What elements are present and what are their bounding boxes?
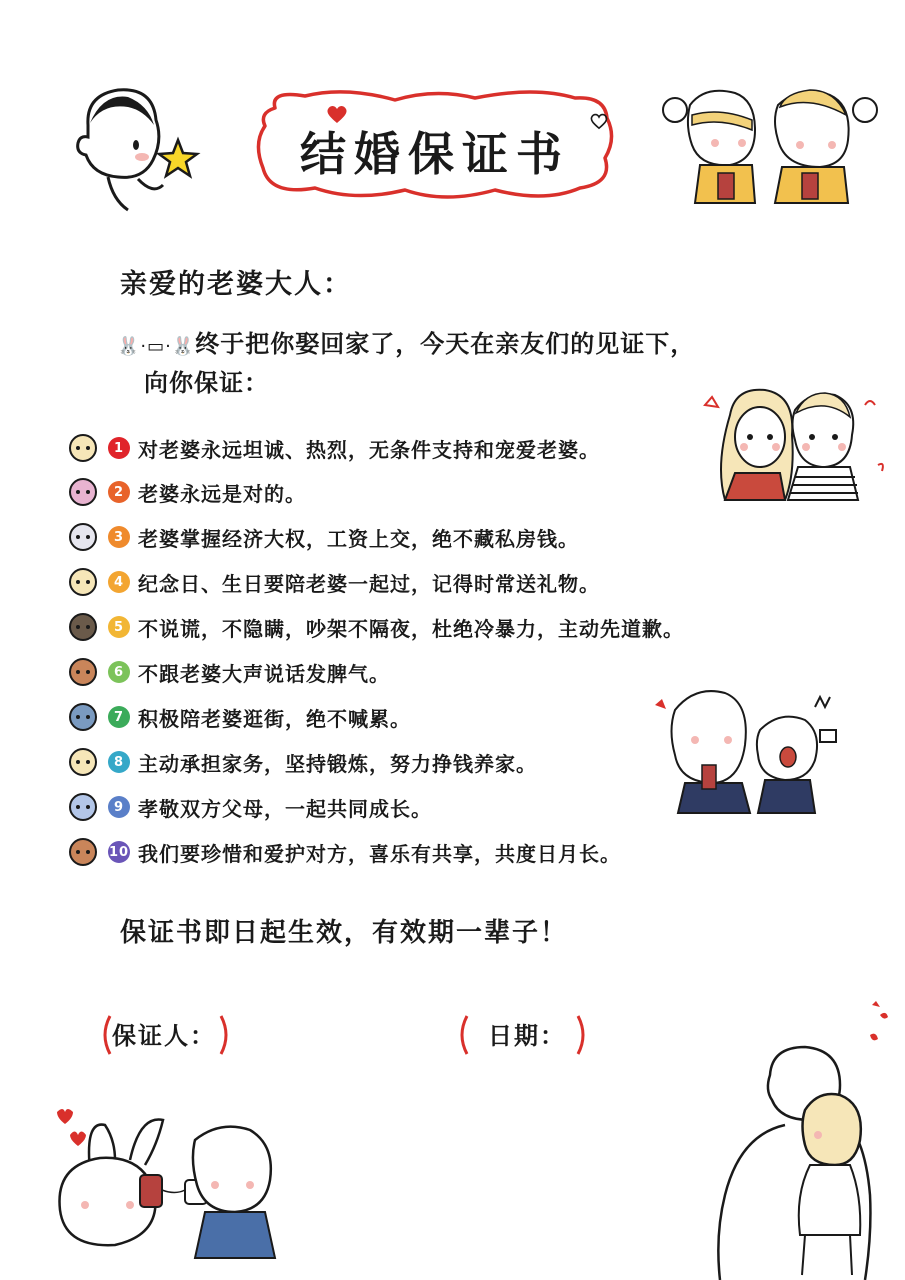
boy-icon [62, 610, 104, 644]
item-number-badge: 7 [108, 706, 130, 728]
sun-cloud-icon [62, 790, 104, 824]
greeting: 亲爱的老婆大人： [120, 269, 352, 300]
promise-item [62, 517, 579, 557]
promise-item [62, 562, 600, 602]
promise-item [62, 428, 600, 468]
item-text: 老婆掌握经济大权，工资上交，绝不藏私房钱。 [138, 526, 579, 551]
promise-item [62, 652, 390, 692]
item-text: 不说谎，不隐瞒，吵架不隔夜，杜绝冷暴力，主动先道歉。 [138, 616, 684, 641]
item-text: 我们要珍惜和爱护对方，喜乐有共享，共度日月长。 [138, 841, 621, 866]
promise-item [62, 472, 306, 512]
boy-with-star-illustration [68, 85, 208, 215]
item-text: 积极陪老婆逛街，绝不喊累。 [138, 706, 411, 731]
effective-statement: 保证书即日起生效，有效期一辈子！ [120, 918, 569, 948]
item-text: 对老婆永远坦诚、热烈，无条件支持和宠爱老婆。 [138, 437, 600, 462]
girl-icon [62, 655, 104, 689]
deer-icon [62, 565, 104, 599]
promise-item [62, 742, 537, 782]
globe-icon [62, 700, 104, 734]
item-number-badge: 2 [108, 481, 130, 503]
couple-chatting-illustration [640, 685, 840, 815]
candy-icon [62, 475, 104, 509]
page-title: 结婚保证书 [300, 127, 570, 181]
promise-item [62, 787, 432, 827]
item-number-badge: 3 [108, 526, 130, 548]
date-label: 日期： [488, 1022, 566, 1050]
item-text: 主动承担家务，坚持锻炼，努力挣钱养家。 [138, 751, 537, 776]
item-text: 不跟老婆大声说话发脾气。 [138, 661, 390, 686]
pair-icon [62, 835, 104, 869]
dog-icon [62, 745, 104, 779]
guarantor-label: 保证人： [112, 1022, 216, 1050]
intro-line-1: 终于把你娶回家了，今天在亲友们的见证下， [195, 330, 696, 358]
item-number-badge: 9 [108, 796, 130, 818]
hugging-couple-illustration [700, 995, 900, 1280]
item-text: 孝敬双方父母，一起共同成长。 [138, 796, 432, 821]
item-number-badge: 10 [108, 841, 130, 863]
item-number-badge: 8 [108, 751, 130, 773]
bunny-girl-and-boy-illustration [45, 1100, 305, 1260]
couple-portrait-illustration [700, 385, 890, 505]
item-number-badge: 5 [108, 616, 130, 638]
item-number-badge: 1 [108, 437, 130, 459]
item-text: 老婆永远是对的。 [138, 481, 306, 506]
promise-item [62, 832, 621, 872]
promise-item [62, 697, 411, 737]
item-text: 纪念日、生日要陪老婆一起过，记得时常送礼物。 [138, 571, 600, 596]
couple-with-drinks-illustration [660, 85, 880, 205]
intro-text [117, 326, 695, 401]
item-number-badge: 4 [108, 571, 130, 593]
intro-line-2: 向你保证： [144, 369, 269, 397]
ghost-icon [62, 520, 104, 554]
bunny-couple-icon: 🐰·▭·🐰 [117, 336, 196, 357]
item-number-badge: 6 [108, 661, 130, 683]
promise-item [62, 607, 684, 647]
bear-icon [62, 431, 104, 465]
